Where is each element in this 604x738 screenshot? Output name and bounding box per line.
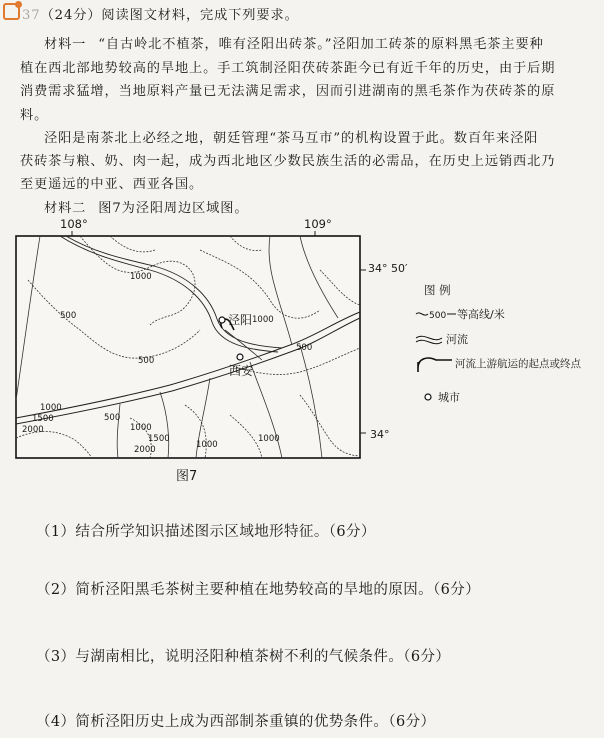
contour-label: 1000 [40, 403, 62, 413]
subquestion-3: （3）与湖南相比，说明泾阳种植茶树不利的气候条件。（6分） [36, 649, 451, 665]
contour-label: 1500 [32, 414, 54, 424]
material-1-para2-line-3: 至更遥远的中亚、西亚各国。 [20, 177, 204, 192]
contour-label: 2000 [22, 425, 44, 435]
material-1-para2-line-1: 泾阳是南茶北上必经之地，朝廷管理“茶马互市”的机构设置于此。数百年来泾阳 [44, 131, 539, 146]
lat-label-34-50: 34° 50′ [368, 262, 408, 275]
material-1-line-2: 植在西北部地势较高的旱地上。手工筑制泾阳茯砖茶距今已有近千年的历史，由于后期 [20, 61, 556, 76]
material-1-para2-line-2: 茯砖茶与粮、奶、肉一起，成为西北地区少数民族生活的必需品，在历史上远销西北乃 [20, 154, 556, 169]
contour-label: 1000 [130, 272, 152, 282]
figure-caption: 图7 [176, 469, 198, 484]
contour-label: 1000 [196, 440, 218, 450]
lon-label-108: 108° [60, 217, 88, 231]
contour-label: 500 [296, 343, 313, 353]
legend-river-label: 河流 [446, 333, 468, 346]
material-2-label: 材料二 [44, 201, 87, 216]
navigation-icon [418, 358, 452, 372]
lat-label-34: 34° [370, 428, 390, 441]
material-2-line: 材料二 图7为泾阳周边区域图。 [44, 201, 249, 216]
contour-label: 500 [104, 413, 121, 423]
contour-label: 2000 [134, 445, 156, 455]
legend-contour-value: 500 [429, 311, 447, 321]
material-1-line-1: 材料一 “自古岭北不植茶，唯有泾阳出砖茶。”泾阳加工砖茶的原料黑毛茶主要种 [44, 37, 544, 52]
subquestion-2: （2）简析泾阳黑毛茶树主要种植在地势较高的旱地的原因。（6分） [36, 582, 481, 598]
question-header: 37（24分）阅读图文材料，完成下列要求。 [22, 8, 299, 23]
legend-navigation-label: 河流上游航运的起点或终点 [455, 358, 581, 370]
legend-title: 图 例 [424, 283, 451, 297]
city-icon [425, 394, 431, 400]
contour-label: 1000 [252, 315, 274, 325]
contour-label: 500 [138, 356, 155, 366]
map-legend [416, 283, 581, 404]
material-1-line-3: 消费需求猛增，当地原料产量已无法满足需求，因而引进湖南的黑毛茶作为茯砖茶的原 [20, 84, 556, 99]
material-1-label: 材料一 [44, 37, 87, 52]
lon-label-109: 109° [304, 217, 332, 231]
material-1-line-4: 料。 [20, 108, 49, 123]
city-xian-label: 西安 [229, 364, 254, 378]
contour-label: 1000 [130, 423, 152, 433]
river-icon [416, 336, 442, 343]
contour-label: 1500 [148, 434, 170, 444]
question-number: 37 [22, 8, 41, 23]
legend-contour-label: 等高线/米 [457, 308, 505, 321]
city-jingyang-marker [219, 317, 225, 323]
subquestion-4: （4）简析泾阳历史上成为西部制茶重镇的优势条件。（6分） [36, 714, 436, 730]
contour-label: 500 [60, 311, 77, 321]
subquestion-1: （1）结合所学知识描述图示区域地形特征。（6分） [36, 524, 376, 540]
city-jingyang-label: 泾阳 [228, 313, 253, 327]
legend-city-label: 城市 [438, 391, 460, 404]
contour-label: 1000 [258, 434, 280, 444]
city-xian-marker [237, 354, 243, 360]
